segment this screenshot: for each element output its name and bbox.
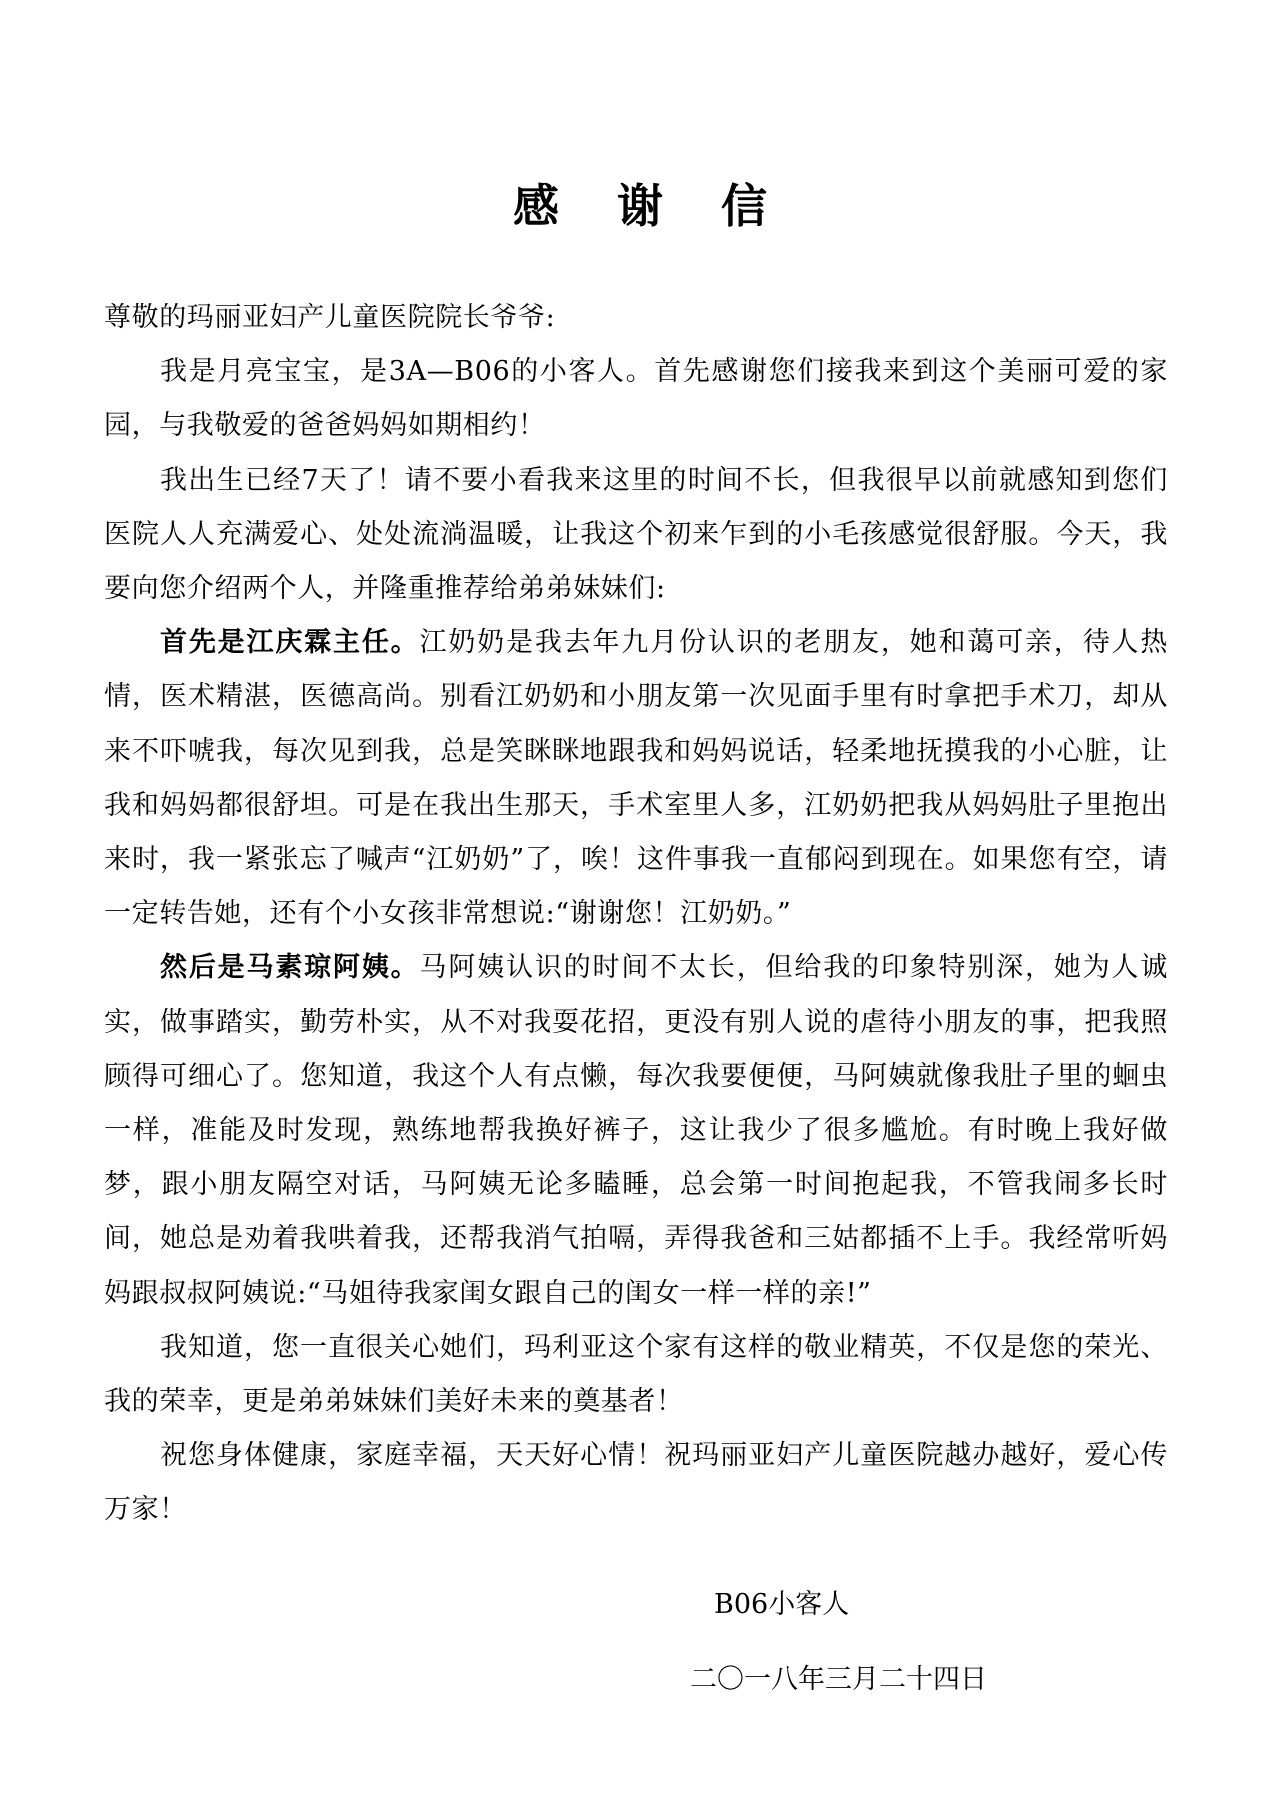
- salutation: 尊敬的玛丽亚妇产儿童医院院长爷爷:: [104, 302, 556, 333]
- paragraph-intro: 我是月亮宝宝，是3A—B06的小客人。首先感谢您们接我来到这个美丽可爱的家园，与我敬爱的爸爸妈妈如期相约！: [104, 356, 1168, 442]
- paragraph-age: 我出生已经7天了！请不要小看我来这里的时间不长，但我很早以前就感知到您们医院人人充满爱心、处处流淌温暖，让我这个初来乍到的小毛孩感觉很舒服。今天，我要向您介绍两个人，并隆重推荐给弟弟妹妹们:: [104, 464, 1168, 605]
- paragraph-director-jiang: [104, 616, 1168, 941]
- signature: B06小客人: [714, 1589, 850, 1620]
- paragraph-auntie-ma: [104, 941, 1168, 1320]
- paragraph-lead-ma: 然后是马素琼阿姨。: [160, 952, 420, 984]
- letter-body: [104, 291, 1168, 1538]
- paragraph-body-ma: 马阿姨认识的时间不太长，但给我的印象特别深，她为人诚实，做事踏实，勤劳朴实，从不对我耍花招，更没有别人说的虐待小朋友的事，把我照顾得可细心了。您知道，我这个人有点懒，每次我要便便，马阿姨就像我肚子里的蛔虫一样，准能及时发现，熟练地帮我换好裤子，这让我少了很多尴尬。有时晚上我好做梦，跟小朋友隔空对话，马阿姨无论多瞌睡，总会第一时间抱起我，不管我闹多长时间，她总是劝着我哄着我，还帮我消气拍嗝，弄得我爸和三姑都插不上手。我经常听妈妈跟叔叔阿姨说:“马姐待我家闺女跟自己的闺女一样一样的亲!”: [104, 952, 1168, 1309]
- letter-title: 感谢信: [513, 179, 825, 233]
- letter-date: 二〇一八年三月二十四日: [690, 1664, 987, 1695]
- paragraph-lead-jiang: 首先是江庆霖主任。: [160, 627, 420, 659]
- paragraph-gratitude: 我知道，您一直很关心她们，玛利亚这个家有这样的敬业精英，不仅是您的荣光、我的荣幸，更是弟弟妹妹们美好未来的奠基者！: [104, 1331, 1168, 1418]
- paragraph-body-jiang: 江奶奶是我去年九月份认识的老朋友，她和蔼可亲，待人热情，医术精湛，医德高尚。别看江奶奶和小朋友第一次见面手里有时拿把手术刀，却从来不吓唬我，每次见到我，总是笑眯眯地跟我和妈妈说话，轻柔地抚摸我的小心脏，让我和妈妈都很舒坦。可是在我出生那天，手术室里人多，江奶奶把我从妈妈肚子里抱出来时，我一紧张忘了喊声“江奶奶”了，唉！这件事我一直郁闷到现在。如果您有空，请一定转告她，还有个小女孩非常想说:“谢谢您！江奶奶。”: [104, 627, 1168, 930]
- paragraph-wishes: 祝您身体健康，家庭幸福，天天好心情！祝玛丽亚妇产儿童医院越办越好，爱心传万家！: [104, 1440, 1168, 1526]
